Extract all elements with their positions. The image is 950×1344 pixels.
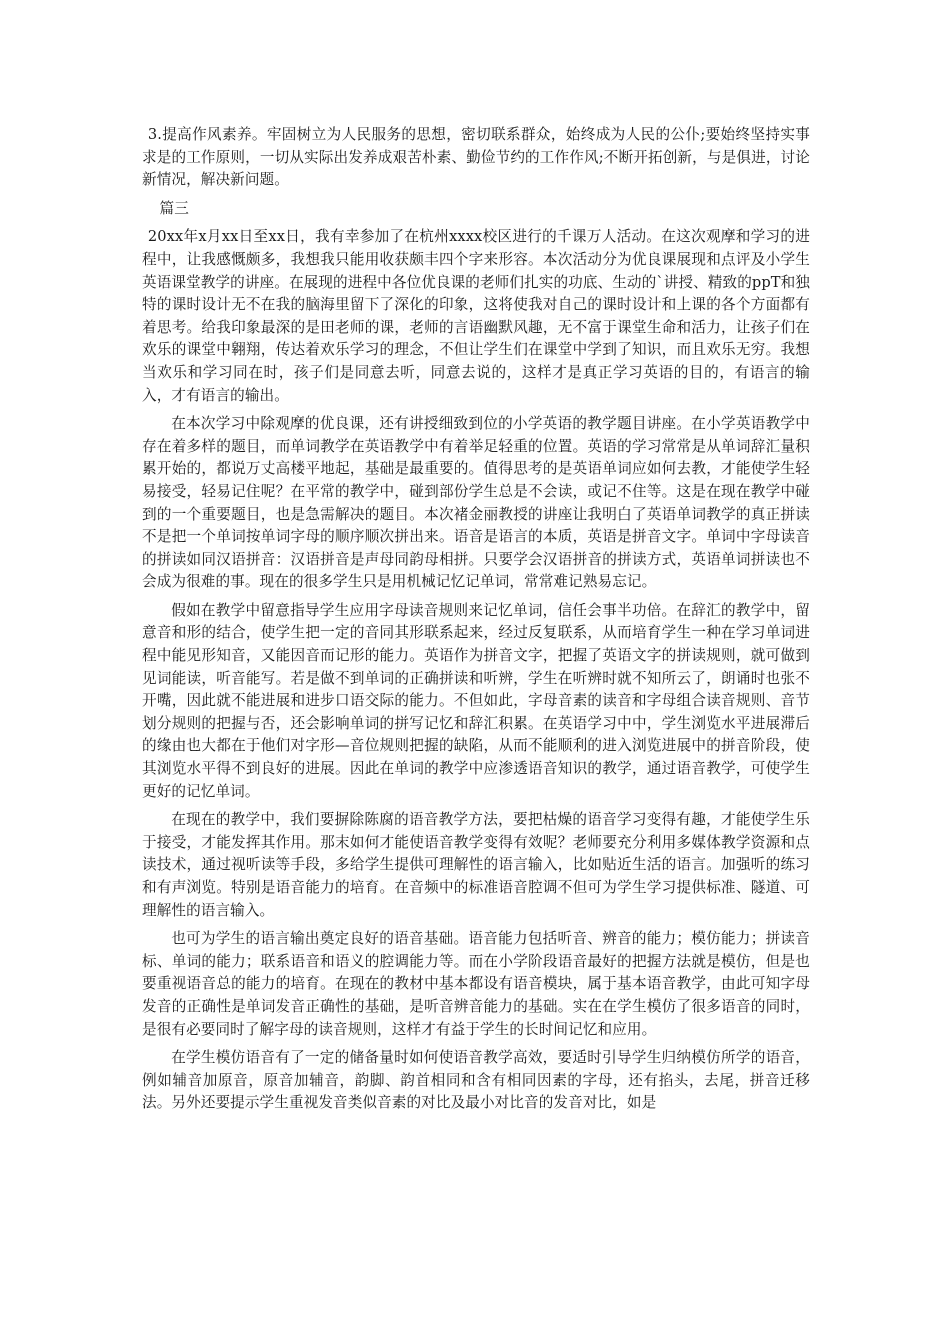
paragraph-phonetic-ability: 也可为学生的语言输出奠定良好的语音基础。语音能力包括听音、辨音的能力；模仿能力；拼读音标、单词的能力；联系语音和语义的腔调能力等。而在小学阶段语音最好的把握方法就是模仿，但是也要重视语音总的能力的培育。在现在的教材中基本都设有语音模块，属于基本语音教学，由此可知字母发音的正确性是单词发音正确性的基础，是听音辨音能力的基础。实在在学生模仿了很多语音的同时，是很有必要同时了解字母的读音规则，这样才有益于学生的长时间记忆和应用。 xyxy=(142,930,810,1038)
paragraph-teaching-methods: 在现在的教学中，我们要摒除陈腐的语音教学方法，要把枯燥的语音学习变得有趣，才能使学生乐于接受，才能发挥其作用。那末如何才能使语音教学变得有效呢？老师要充分利用多媒体教学资源和点读技术，通过视听读等手段，多给学生提供可理解性的语言输入，比如贴近生活的语言。加强听的练习和有声浏览。特别是语音能力的培育。在音频中的标准语音腔调不但可为学生学习提供标准、隧道、可理解性的语言输入。 xyxy=(142,811,810,919)
paragraph-word-teaching: 在本次学习中除观摩的优良课，还有讲授细致到位的小学英语的教学题目讲座。在小学英语教学中存在着多样的题目，而单词教学在英语教学中有着举足轻重的位置。英语的学习常常是从单词辞汇量积累开始的，都说万丈高楼平地起，基础是最重要的。值得思考的是英语单词应如何去教，才能使学生轻易接受，轻易记住呢？在平常的教学中，碰到部份学生总是不会读，或记不住等。这是在现在教学中碰到的一个重要题目，也是急需解决的题目。本次褚金丽教授的讲座让我明白了英语单词教学的真正拼读不是把一个单词按单词字母的顺序顺次拼出来。语音是语言的本质，英语是拼音文字。单词中字母读音的拼读如同汉语拼音：汉语拼音是声母同韵母相拼。只要学会汉语拼音的拼读方式，英语单词拼读也不会成为很难的事。现在的很多学生只是用机械记忆记单词，常常难记熟易忘记。 xyxy=(142,415,810,591)
paragraph-phonics-rules: 假如在教学中留意指导学生应用字母读音规则来记忆单词，信任会事半功倍。在辞汇的教学中，留意音和形的结合，使学生把一定的音同其形联系起来，经过反复联系，从而培育学生一种在学习单词进程中能见形知音，又能因音而记形的能力。英语作为拼音文字，把握了英语文字的拼读规则，就可做到见词能读，听音能写。若是做不到单词的正确拼读和听辨，学生在听辨时就不知所云了，朗诵时也张不开嘴，因此就不能进展和进步口语交际的能力。不但如此，字母音素的读音和字母组合读音规则、音节划分规则的把握与否，还会影响单词的拼写记忆和辞汇积累。在英语学习中中，学生浏览水平进展滞后的缘由也大都在于他们对字形—音位规则把握的缺陷，从而不能顺利的进入浏览进展中的拼音阶段，使其浏览水平得不到良好的进展。因此在单词的教学中应渗透语音知识的教学，通过语音教学，可使学生更好的记忆单词。 xyxy=(142,601,810,800)
paragraph-style-improvement: 3.提高作风素养。牢固树立为人民服务的思想，密切联系群众，始终成为人民的公仆;要始终坚持实事求是的工作原则，一切从实际出发养成艰苦朴素、勤俭节约的工作作风;不断开拓创新，与是俱进，讨论新情况，解决新问题。 xyxy=(142,126,810,189)
document-body xyxy=(142,124,810,1121)
paragraph-activity-intro: 20xx年x月xx日至xx日，我有幸参加了在杭州xxxx校区进行的千课万人活动。在这次观摩和学习的进程中，让我感慨颇多，我想我只能用收获颇丰四个字来形容。本次活动分为优良课展现和点评及小学生英语课堂教学的讲座。在展现的进程中各位优良课的老师们扎实的功底、生动的`讲授、精致的ppT和独特的课时设计无不在我的脑海里留下了深化的印象，这将使我对自己的课时设计和上课的各个方面都有着思考。给我印象最深的是田老师的课，老师的言语幽默风趣，无不富于课堂生命和活力，让孩子们在欢乐的课堂中翱翔，传达着欢乐学习的理念，不但让学生们在课堂中学到了知识，而且欢乐无穷。我想当欢乐和学习同在时，孩子们是同意去听，同意去说的，这样才是真正学习英语的目的，有语言的输入，才有语言的输出。 xyxy=(142,228,810,404)
section-heading: 篇三 xyxy=(159,199,189,217)
paragraph-imitation: 在学生模仿语音有了一定的储备量时如何使语音教学高效，要适时引导学生归纳模仿所学的语音，例如辅音加原音，原音加辅音，韵脚、韵首相同和含有相同因素的字母，还有掐头，去尾，拼音迁移法。另外还要提示学生重视发音类似音素的对比及最小对比音的发音对比，如是 xyxy=(142,1049,810,1112)
